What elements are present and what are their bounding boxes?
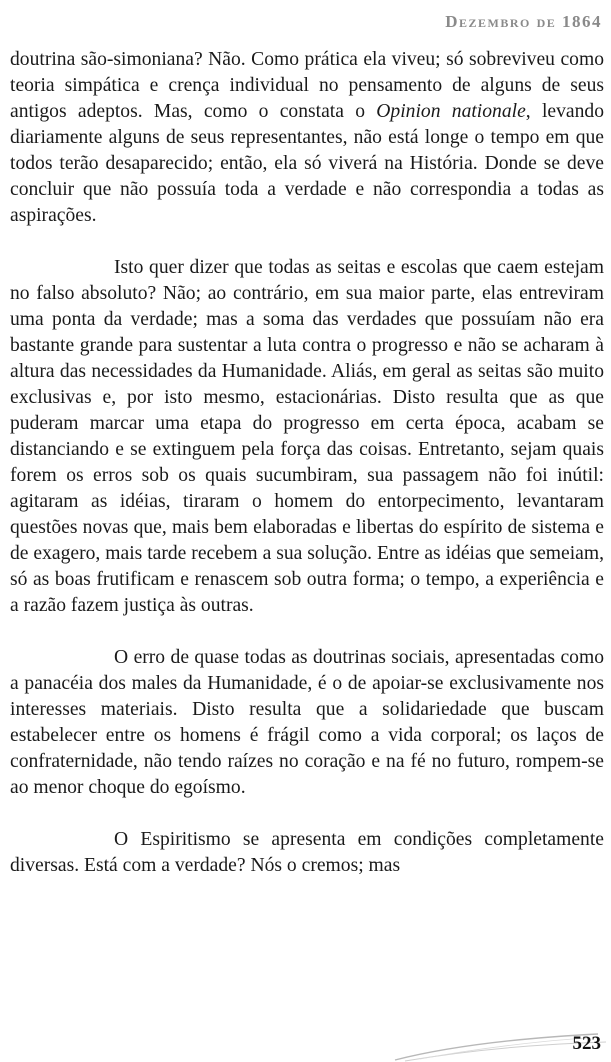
newspaper-title: Opinion nationale [376, 101, 526, 122]
body-text [10, 47, 604, 879]
paragraph-text: doutrina são-simoniana? Não. Como prática ela viveu; só sobreviveu como teoria simpática e crença individual no pensamento de alguns de seus antigos adeptos. Mas, como o constata o [10, 49, 604, 122]
paragraph: Isto quer dizer que todas as seitas e escolas que caem estejam no falso absoluto? Não; ao contrário, em sua maior parte, elas entreviram uma ponta da verdade; mas a soma das verdades que possuíam não era bastante grande para sustentar a luta contra o progresso e não se acharam à altura das necessidades da Humanidade. Aliás, em geral as seitas são muito exclusivas e, por isto mesmo, estacionárias. Disto resulta que as que puderam marcar uma etapa do progresso em certa época, acabam se distanciando e se extinguem pela força das coisas. Entretanto, sejam quais forem os erros sob os quais sucumbiram, sua passagem não foi inútil: agitaram as idéias, tiraram o homem do entorpecimento, levantaram questões novas que, mais bem elaboradas e libertas do espírito de sistema e de exagero, mais tarde recebem a sua solução. Entre as idéias que semeiam, só as boas frutificam e renascem sob outra forma; o tempo, a experiência e a razão fazem justiça às outras. [10, 257, 604, 616]
paragraph-text: , levando diariamente alguns de seus representantes, não está longe o tempo em que todos terão desaparecido; então, ela só viverá na História. Donde se deve concluir que não possuía toda a verdade e não correspondia a todas as aspirações. [10, 101, 604, 226]
swoosh-ornament [0, 1016, 611, 1062]
running-header: Dezembro de 1864 [445, 12, 602, 31]
paragraph: O Espiritismo se apresenta em condições completamente diversas. Está com a verdade? Nós o cremos; mas [10, 829, 604, 876]
page-number: 523 [572, 1033, 601, 1054]
paragraph: O erro de quase todas as doutrinas sociais, apresentadas como a panacéia dos males da Humanidade, é o de apoiar-se exclusivamente nos interesses materiais. Disto resulta que a solidariedade que buscam estabelecer entre os homens é frágil como a vida corporal; os laços de confraternidade, não tendo raízes no coração e na fé no futuro, rompem-se ao menor choque do egoísmo. [10, 647, 604, 798]
paragraph-continued [10, 47, 604, 229]
